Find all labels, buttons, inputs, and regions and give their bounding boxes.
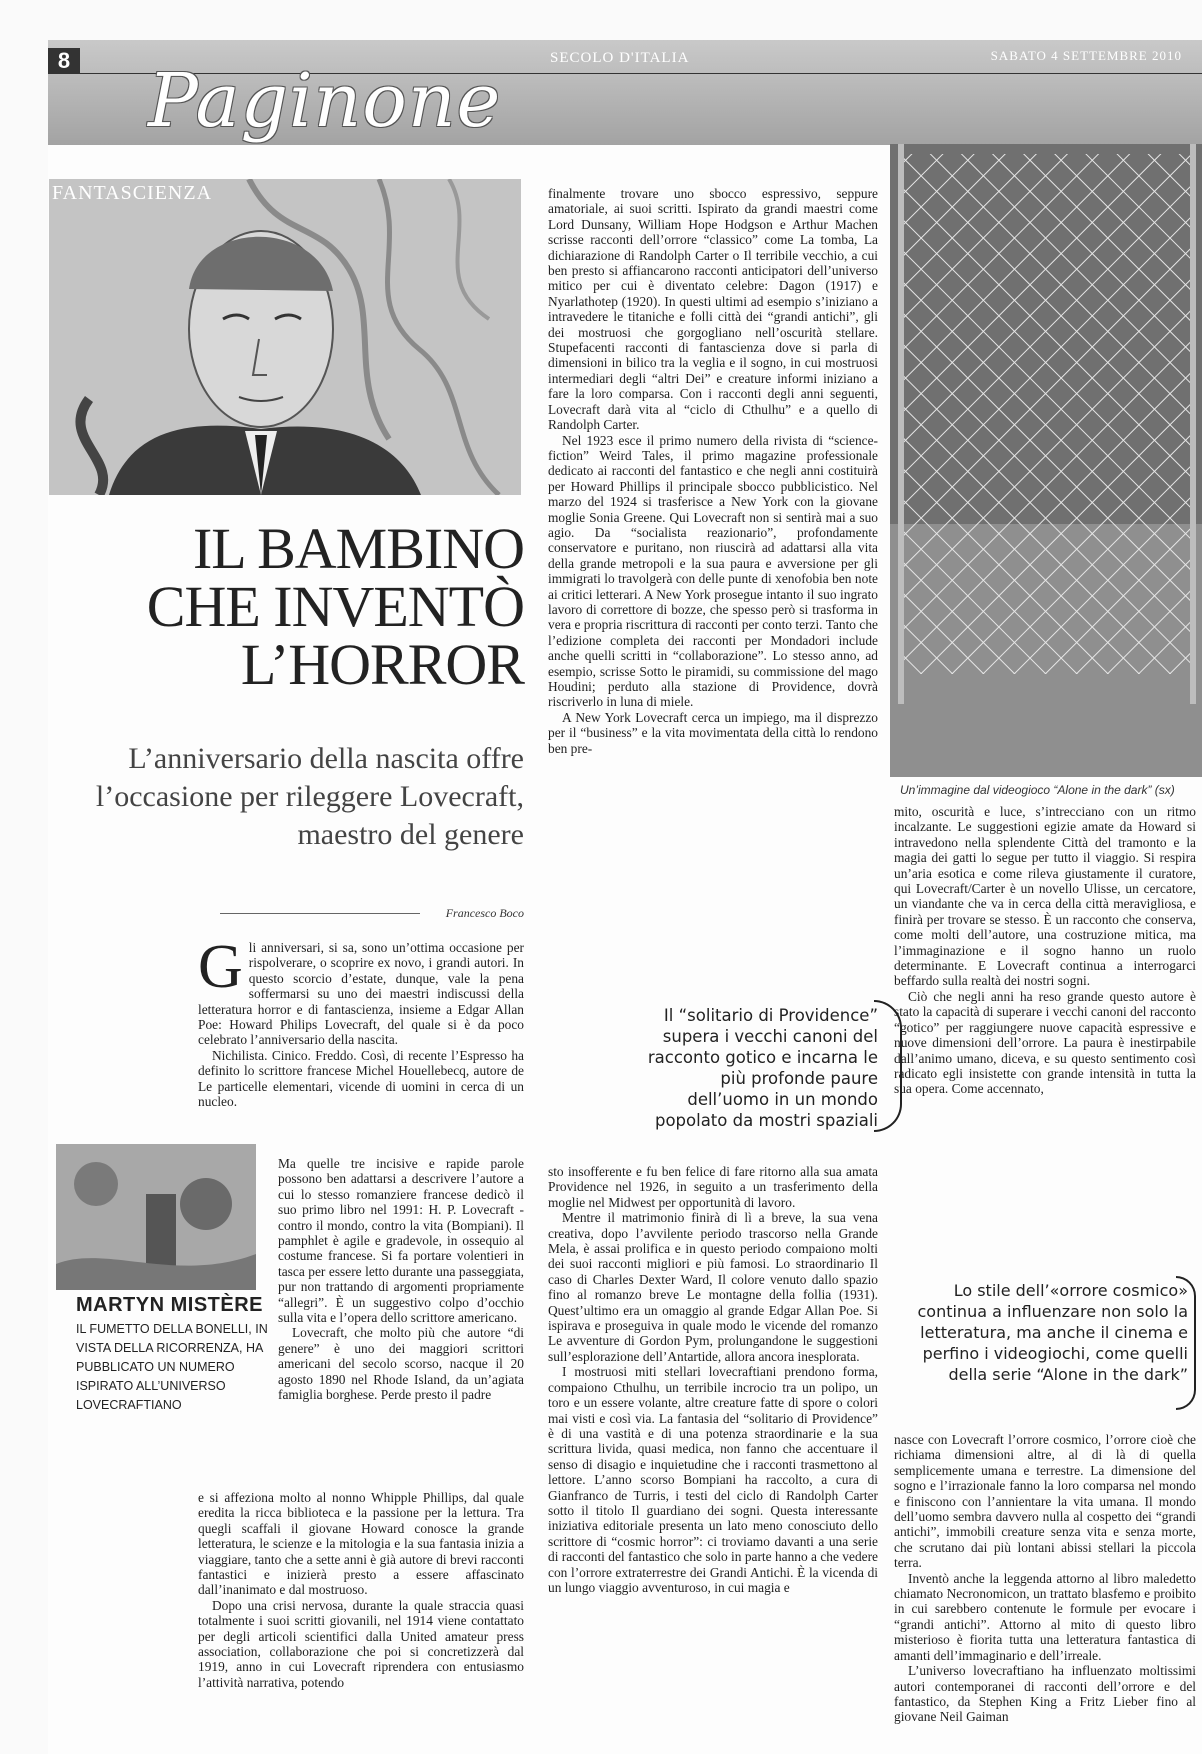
body-column-3-top xyxy=(894,804,1196,1240)
page-number: 8 xyxy=(48,48,80,74)
body-paragraph: A New York Lovecraft cerca un impiego, ma il disprezzo per il “business” e la vita movimentata della città lo rendono ben pre- xyxy=(548,709,878,756)
portrait-drawing xyxy=(49,179,521,495)
headline-line-3: L’HORROR xyxy=(240,632,524,697)
pull-quote-2-bracket xyxy=(1176,1276,1196,1410)
newspaper-name: SECOLO D'ITALIA xyxy=(550,50,690,66)
body-paragraph: Ciò che negli anni ha reso grande questo autore è stato la capacità di superare i vecchi canoni del racconto “gotico” per raggiungere nuove capacità espressive e nuove dimensioni dell’orrore. La paura è inestirpabile dall’animo umano, diceva, e su questo sentimento così radicato egli insistette con grande intensità in tutta la sua opera. Come accennato, xyxy=(894,988,1196,1097)
headline xyxy=(56,516,524,697)
sidebar-text: IL FUMETTO DELLA BONELLI, IN VISTA DELLA RICORRENZA, HA PUBBLICATO UN NUMERO ISPIRATO ALL’UNIVERSO LOVECRAFTIANO xyxy=(76,1322,268,1412)
body-paragraph: Inventò anche la leggenda attorno al libro maledetto chiamato Necronomicon, un trattato blasfemo e proibito in cui sarebbero contenute le formule per evocare i “grandi antichi”. Attorno al mito di questo libro misterioso è fiorita tutta una letteratura fantastica di amanti dell’immaginario e dell’irreale. xyxy=(894,1570,1196,1663)
pull-quote-2: Lo stile dell’«orrore cosmico» continua a influenzare non solo la letteratura, ma anche il cinema e perfino i videogiochi, come quelli della serie “Alone in the dark” xyxy=(917,1281,1188,1384)
issue-date: SABATO 4 SETTEMBRE 2010 xyxy=(990,48,1182,63)
body-column-3-bottom xyxy=(894,1432,1196,1748)
subheadline: L’anniversario della nascita offre l’occasione per rileggere Lovecraft, maestro del genere xyxy=(95,742,524,851)
sidebar-title: MARTYN MISTÈRE xyxy=(76,1294,263,1316)
body-paragraph: L’universo lovecraftiano ha influenzato moltissimi autori contemporanei di racconti dell’orrore e del fantastico, da Stephen King a Fritz Lieber fino al giovane Neil Gaiman xyxy=(894,1663,1196,1725)
byline: Francesco Boco xyxy=(445,906,524,920)
body-paragraph: mito, oscurità e luce, s’intrecciano con un ritmo incalzante. Le suggestioni egizie amate da Howard si intravedono nella splendente Città del tramonto e la magia dei gatti lo segue per tutto il viaggio. Si respira un’aria esotica e come rileva giustamente il curatore, qui Lovecraft/Carter è un novello Ulisse, un cercatore, un viandante che va in cerca della città meravigliosa, e finirà per trovare se stesso. È un racconto che conserva, come molti dell’autore, una costruzione mitica, ma l’immaginazione e il sogno hanno un ruolo determinante. E Lovecraft continua a interrogarci beffardo sulla realtà dei nostri sogni. xyxy=(894,804,1196,989)
section-script-title: Paginone xyxy=(148,58,502,144)
newspaper-page xyxy=(48,40,1202,1754)
headline-line-1: IL BAMBINO xyxy=(192,516,524,581)
comic-illustration xyxy=(56,1144,256,1290)
body-paragraph: Lovecraft, che molto più che autore “di genere” è uno dei maggiori scrittori americani del secolo scorso, nacque il 20 agosto 1890 nel Rhode Island, da un’agiata famiglia borghese. Perde presto il padre xyxy=(278,1325,524,1403)
body-paragraph: e si affeziona molto al nonno Whipple Phillips, dal quale eredita la ricca biblioteca e la passione per la lettura. Tra quegli scaffali il giovane Howard conosce la grande letteratura, le scienze e la mitologia e la sua fantasia inizia a viaggiare, tanto che a sette anni è già autore di brevi racconti fantastici e inizierà presto a essere affascinato dall’inanimato e dal mostruoso. xyxy=(198,1490,524,1598)
comic-panel-drawing xyxy=(56,1144,256,1290)
body-column-1-right xyxy=(278,1156,524,1486)
body-paragraph: nasce con Lovecraft l’orrore cosmico, l’orrore cioè che richiama dimensioni altre, al di là di quella semplicemente umana e terrestre. La dimensione del sogno e l’irrazionale fanno la loro comparsa nel mondo e finiscono con l’annientare la vita umana. Il mondo dell’uomo sembra davvero nulla al cospetto dei “grandi antichi”, immobili creature senza vita e senza morte, che scrutano dai più lontani abissi stellari la piccola terra. xyxy=(894,1432,1196,1571)
chainlink-fence-image xyxy=(890,144,1202,777)
photo-caption: Un’immagine dal videogioco “Alone in the dark” (sx) xyxy=(900,783,1175,797)
body-paragraph: Gli anniversari, si sa, sono un’ottima occasione per rispolverare, o scoprire ex novo, i grandi autori. In questo scorcio d’estate, dunque, vale la pena soffermarsi su uno dei maestri indiscussi della letteratura horror e di fantascienza, insieme a Edgar Allan Poe: Howard Philips Lovecraft, del quale si è da poco celebrato l’anniversario della nascita. xyxy=(198,940,524,1048)
body-paragraph: sto insofferente e fu ben felice di fare ritorno alla sua amata Providence nel 1926, in seguito a un trasferimento della moglie nel Midwest per opportunità di lavoro. xyxy=(548,1164,878,1210)
body-paragraph: Ma quelle tre incisive e rapide parole possono ben adattarsi a descrivere l’autore a cui lo stesso romanziere francese dedicò il suo primo libro nel 1991: H. P. Lovecraft - contro il mondo, contro la vita (Bompiani). Il pamphlet è agile e gradevole, in ossequio al costume francese. Si fa portare volentieri in tasca per essere letto durante una passeggiata, pur non trattando di argomenti propriamente “allegri”. È un suggestivo colpo d’occhio sulla vita e l’opera dello scrittore americano. xyxy=(278,1156,524,1326)
lovecraft-portrait-illustration xyxy=(49,179,521,495)
body-paragraph: I mostruosi miti stellari lovecraftiani prendono forma, compaiono Cthulhu, un terribile incrocio tra un polipo, un toro e un essere volante, altre creature fatte di spore o colori mai visti e così via. La fantasia del “solitario di Providence” è di una vastità e di una potenza straordinarie e la sua scrittura livida, quasi medica, non fanno che accentuare il senso di disagio e inquietudine che i racconti trasmettono al lettore. L’anno scorso Bompiani ha raccolto, a cura di Gianfranco de Turris, i testi del ciclo di Randolph Carter sotto il titolo Il guardiano dei sogni. Questa interessante iniziativa editoriale presenta un lato meno conosciuto dello scrittore di “cosmic horror”: ci troviamo davanti a una serie di racconti del fantastico che solo in parte hanno a che vedere con l’orrore extraterrestre dei Grandi Antichi. È la vicenda di un lungo viaggio avventuroso, in cui magia e xyxy=(548,1364,878,1595)
body-paragraph: Nel 1923 esce il primo numero della rivista di “science-fiction” Weird Tales, il primo magazine professionale dedicato ai racconti del fantastico e che negli anni costituirà per Howard Phillips il principale sbocco pubblicistico. Nel marzo del 1924 si trasferisce a New York con la giovane moglie Sonia Greene. Qui Lovecraft non si sentirà mai a suo agio. Da “socialista reazionario”, profondamente conservatore e puritano, non riuscirà ad adattarsi alla vita della grande metropoli e la sua paura e avversione per gli immigrati lo travolgerà con delle punte di xenofobia ben note ai critici letterari. A New York prosegue intanto il suo ingrato lavoro di correttore di bozze, che spesso però si trasforma in vera e propria riscrittura di racconti per conto terzi. Tanto che l’edizione completa dei racconti per Mondadori include anche quelli scritti in “collaborazione”. Lo stesso anno, ad esempio, scrisse Sotto le piramidi, su commissione del mago Houdini; perduto alla stazione di Providence, dovrà riscriverlo in luna di miele. xyxy=(548,432,878,710)
body-column-1-bottom xyxy=(198,1490,524,1748)
body-column-2-top xyxy=(548,186,878,980)
body-paragraph: Nichilista. Cinico. Freddo. Così, di recente l’Espresso ha definito lo scrittore francese Michel Houellebecq, autore de Le particelle elementari, vicende di uomini in cerca di un nucleo. xyxy=(198,1047,524,1110)
body-paragraph: Dopo una crisi nervosa, durante la quale straccia quasi totalmente i suoi scritti giovanili, nel 1914 viene contattato per degli articoli scientifici dalla United amateur press association, collaborazione che poi si concretizzerà dal 1919, anno in cui Lovecraft riprendera con entusiasmo l’attività narrativa, potendo xyxy=(198,1597,524,1690)
body-column-2-bottom xyxy=(548,1164,878,1748)
videogame-still-photo xyxy=(890,144,1202,777)
headline-line-2: CHE INVENTÒ xyxy=(146,574,524,639)
body-column-1-top xyxy=(198,940,524,1150)
body-paragraph: Mentre il matrimonio finirà di lì a breve, la sua vena creativa, dopo l’avvilente periodo trascorso nella Grande Mela, è assai prolifica e in questo periodo compaiono molti dei suoi racconti migliori e più famosi. Lo straordinario Il caso di Charles Dexter Ward, Il colore venuto dallo spazio fino al romanzo breve Le montagne della follia (1931). Quest’ultimo era un omaggio al grande Edgar Allan Poe. Si ispirava e proseguiva in quale modo le vicende del romanzo Le avventure di Gordon Pym, prolungandone le suggestioni sull’esplorazione dell’Antartide, allora ancora inesplorata. xyxy=(548,1210,878,1364)
pull-quote-1: Il “solitario di Providence” supera i vecchi canoni del racconto gotico e incarna le più profonde paure dell’uomo in un mondo popolato da mostri spaziali xyxy=(647,1006,878,1130)
section-label: FANTASCIENZA xyxy=(52,182,213,204)
body-paragraph: finalmente trovare uno sbocco espressivo, seppure amatoriale, ai suoi scritti. Ispirato da grandi maestri come Lord Dunsany, William Hope Hodgson e Arthur Machen scrisse racconti dell’orrore “classico” come La tomba, La dichiarazione di Randolph Carter o Il terribile vecchio, a cui ben presto si affiancarono racconti anticipatori dell’universo mitico per cui è diventato celebre: Dagon (1917) e Nyarlathotep (1920). In questi ultimi ad esempio s’iniziano a intravedere le titaniche e folli città dei “grandi antichi”, gli dei mostruosi che gorgogliano nell’oscurità stellare. Stupefacenti racconti di fantascienza dove si parla di dimensioni in bilico tra la veglia e il sogno, in cui mostruosi intermediari degli “altri Dei” e creature informi iniziano a fare la loro comparsa. Con i racconti degli anni seguenti, Lovecraft darà vita al “ciclo di Cthulhu” e a quello di Randolph Carter. xyxy=(548,186,878,433)
drop-cap: G xyxy=(198,940,243,1001)
page-header xyxy=(48,40,1202,145)
